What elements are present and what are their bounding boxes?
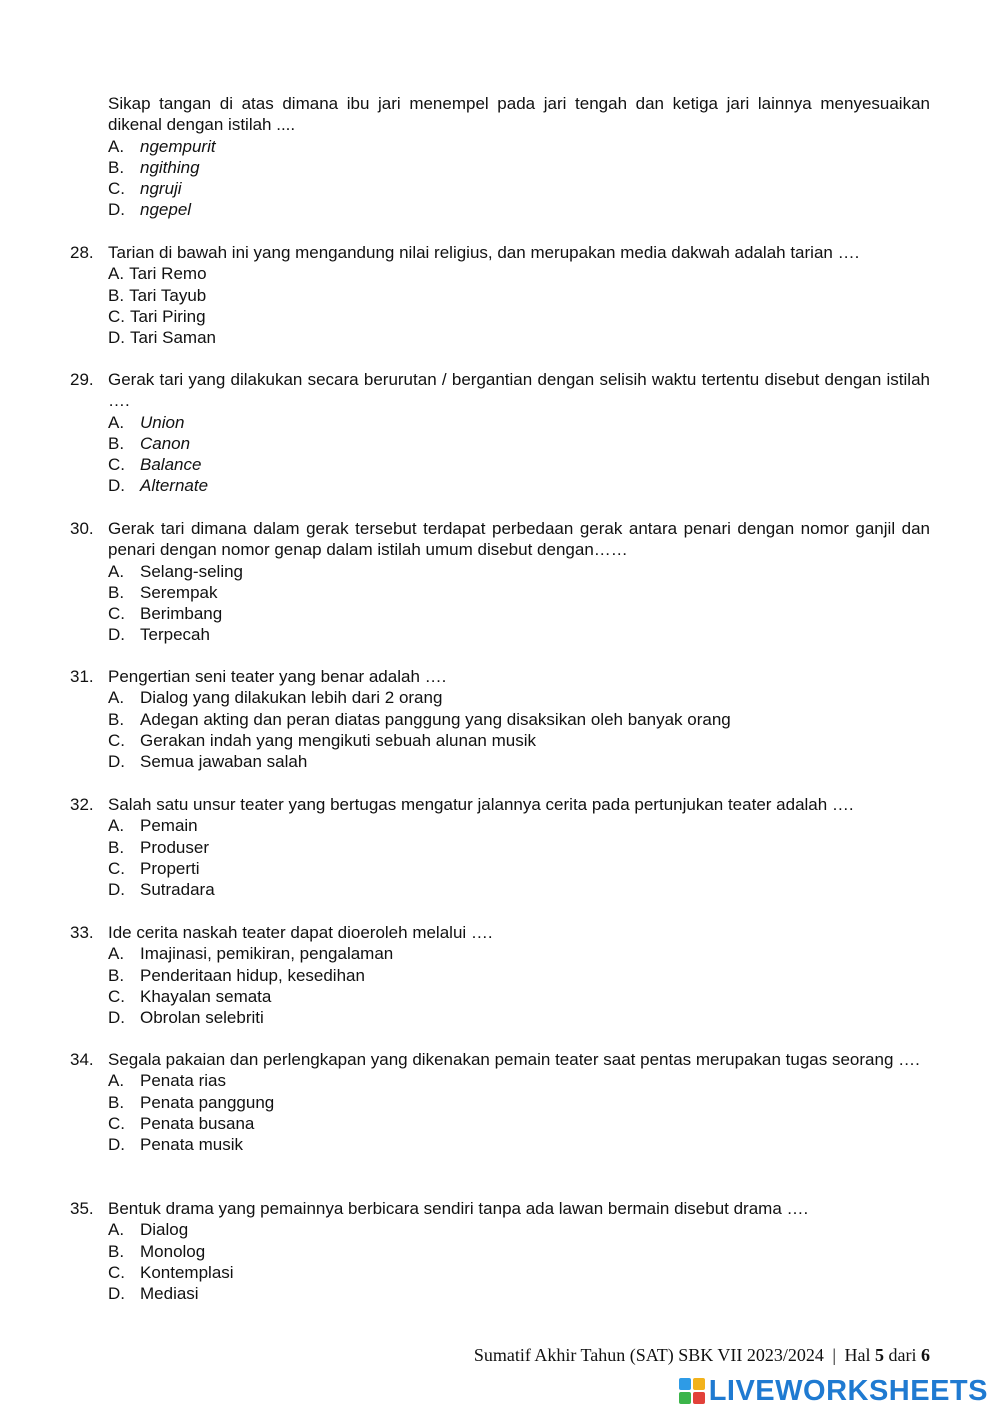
footer-page-total: 6 [921,1345,930,1365]
option-b[interactable]: B. Canon [108,433,191,453]
option-d[interactable]: D. Terpecah [108,625,210,645]
option-b[interactable]: B. Monolog [108,1241,206,1261]
question-stem: Gerak tari dimana dalam gerak tersebut terdapat perbedaan gerak antara penari dengan nomor ganjil dan penari dengan nomor genap dalam istilah umum disebut dengan…… [108,519,930,560]
option-a[interactable]: A. Tari Remo [108,264,207,284]
option-c[interactable]: C. Balance [108,455,202,475]
option-b[interactable]: B. Serempak [108,582,218,602]
question-33 [70,922,930,1028]
option-list [108,687,930,772]
question-number: 35. [70,1199,94,1218]
option-d[interactable]: D. Obrolan selebriti [108,1008,264,1028]
option-b[interactable]: B. Penata panggung [108,1092,275,1112]
option-a[interactable]: A. Penata rias [108,1071,226,1091]
question-stem: Ide cerita naskah teater dapat dioeroleh melalui …. [108,923,493,942]
question-number: 29. [70,370,94,389]
question-stem: Sikap tangan di atas dimana ibu jari menempel pada jari tengah dan ketiga jari lainnya menyesuaikan dikenal dengan istilah .... [108,94,930,135]
question-27 [70,93,930,221]
question-31 [70,666,930,772]
question-28 [70,242,930,348]
option-d[interactable]: D. Sutradara [108,880,215,900]
option-a[interactable]: A. Imajinasi, pemikiran, pengalaman [108,944,394,964]
option-c[interactable]: C. Properti [108,858,200,878]
option-b[interactable]: B. ngithing [108,157,200,177]
option-c[interactable]: C. ngruji [108,179,182,199]
question-stem: Bentuk drama yang pemainnya berbicara sendiri tanpa ada lawan bermain disebut drama …. [108,1199,809,1218]
question-stem: Tarian di bawah ini yang mengandung nilai religius, dan merupakan media dakwah adalah tarian …. [108,243,860,262]
option-a[interactable]: A. ngempurit [108,136,216,156]
option-list [108,263,930,348]
option-a[interactable]: A. Union [108,412,185,432]
question-32 [70,794,930,900]
option-b[interactable]: B. Produser [108,837,209,857]
question-34 [70,1049,930,1155]
option-d[interactable]: D. ngepel [108,200,192,220]
footer-page-of: dari [888,1345,917,1365]
option-c[interactable]: C. Gerakan indah yang mengikuti sebuah alunan musik [108,730,536,750]
question-number: 31. [70,667,94,686]
option-list [108,1070,930,1155]
option-c[interactable]: C. Berimbang [108,604,223,624]
liveworksheets-logo[interactable] [679,1374,988,1408]
question-stem: Gerak tari yang dilakukan secara berurutan / bergantian dengan selisih waktu tertentu disebut dengan istilah …. [108,370,930,411]
page-footer [474,1345,930,1366]
option-c[interactable]: C. Tari Piring [108,306,206,326]
option-list [108,1219,930,1304]
question-35 [70,1198,930,1304]
option-c[interactable]: C. Kontemplasi [108,1262,234,1282]
option-a[interactable]: A. Selang-seling [108,561,244,581]
option-list [108,412,930,497]
option-list [108,561,930,646]
question-number: 34. [70,1050,94,1069]
option-list [108,815,930,900]
question-number: 30. [70,519,94,538]
option-b[interactable]: B. Penderitaan hidup, kesedihan [108,965,365,985]
option-a[interactable]: A. Dialog yang dilakukan lebih dari 2 orang [108,688,443,708]
question-number: 32. [70,795,94,814]
option-c[interactable]: C. Penata busana [108,1113,255,1133]
option-b[interactable]: B. Tari Tayub [108,285,207,305]
question-stem: Pengertian seni teater yang benar adalah …. [108,667,447,686]
option-d[interactable]: D. Alternate [108,476,209,496]
footer-title: Sumatif Akhir Tahun (SAT) SBK VII 2023/2024 [473,1345,824,1365]
option-list [108,943,930,1028]
question-stem: Segala pakaian dan perlengkapan yang dikenakan pemain teater saat pentas merupakan tugas seorang …. [108,1050,920,1069]
option-c[interactable]: C. Khayalan semata [108,986,272,1006]
liveworksheets-logo-icon [679,1378,705,1404]
option-d[interactable]: D. Mediasi [108,1284,199,1304]
footer-page-current: 5 [875,1345,885,1365]
question-stem: Salah satu unsur teater yang bertugas mengatur jalannya cerita pada pertunjukan teater adalah …. [108,795,854,814]
footer-separator: | [832,1345,837,1365]
question-number: 33. [70,923,94,942]
footer-page-word: Hal [844,1345,871,1365]
question-29 [70,369,930,497]
question-number: 28. [70,243,94,262]
liveworksheets-logo-text: LIVEWORKSHEETS [708,1374,988,1407]
question-30 [70,518,930,646]
option-a[interactable]: A. Dialog [108,1220,189,1240]
option-d[interactable]: D. Penata musik [108,1135,243,1155]
option-b[interactable]: B. Adegan akting dan peran diatas panggung yang disaksikan oleh banyak orang [108,709,731,729]
option-d[interactable]: D. Tari Saman [108,328,216,348]
option-a[interactable]: A. Pemain [108,816,198,836]
option-list [108,136,930,221]
option-d[interactable]: D. Semua jawaban salah [108,752,308,772]
